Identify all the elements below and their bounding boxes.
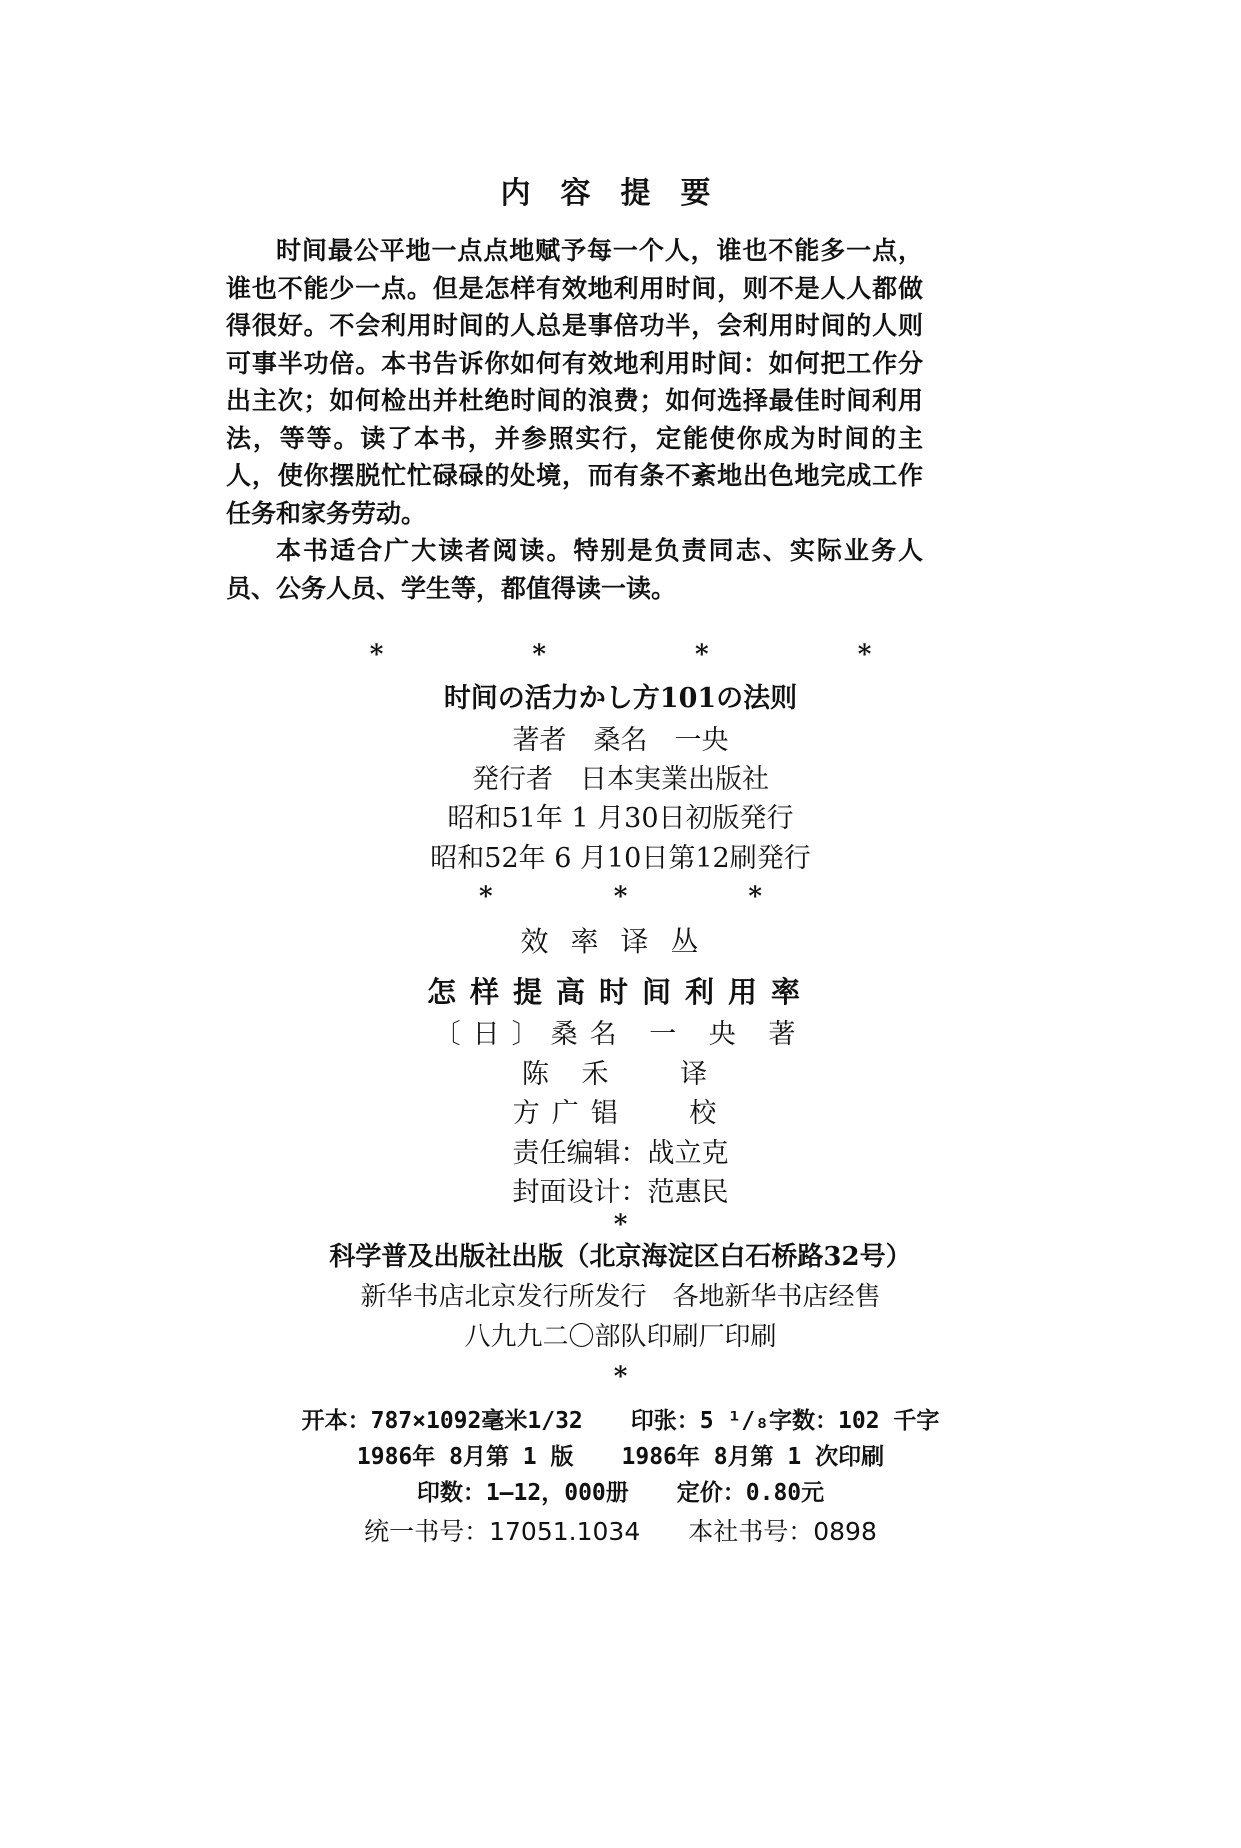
translator: 陈 禾 译	[521, 1059, 720, 1090]
series-name: 效率译丛	[520, 925, 721, 958]
distributor-line: 新华书店北京发行所发行 各地新华书店经售	[360, 1282, 881, 1312]
separator-star: *	[613, 1362, 628, 1392]
separator-star: *	[369, 640, 384, 670]
original-author: 著者 桑名 一央	[512, 725, 729, 756]
printing-text: 1986年 8月第 1 次印刷	[621, 1444, 885, 1470]
proofreader: 方广锠 校	[512, 1098, 729, 1129]
print-run-label: 印数：	[416, 1480, 486, 1506]
separator-star: *	[857, 640, 872, 670]
unified-book-number: 统一书号：17051.1034	[364, 1517, 641, 1546]
summary-paragraph-2: 本书适合广大读者阅读。特别是负责同志、实际业务人员、公务人员、学生等，都值得读一读。	[226, 536, 923, 603]
summary-paragraph-1: 时间最公平地一点点地赋予每一个人，谁也不能多一点，谁也不能少一点。但是怎样有效地利用时间，则不是人人都做得很好。不会利用时间的人总是事倍功半，会利用时间的人则可事半功倍。本书告诉你如何有效地利用时间：如何把工作分出主次；如何检出并杜绝时间的浪费；如何选择最佳时间利用法，等等。读了本书，并参照实行，定能使你成为时间的主人，使你摆脱忙忙碌碌的处境，而有条不紊地出色地完成工作任务和家务劳动。	[226, 236, 923, 528]
publisher-book-number: 本社书号：0898	[688, 1517, 877, 1546]
content-summary	[226, 232, 923, 607]
words-value: 102 千字	[838, 1408, 940, 1434]
separator-star: *	[695, 640, 709, 670]
original-twelfth-print: 昭和52年 6 月10日第12刷発行	[430, 843, 811, 874]
separator-star: *	[532, 640, 546, 670]
responsible-editor: 责任编辑：战立克	[512, 1138, 729, 1169]
format-label: 开本：	[301, 1408, 371, 1434]
print-run-value: 1—12，000册	[485, 1480, 629, 1506]
edition-line	[0, 1438, 1241, 1471]
separator-star: *	[748, 882, 762, 912]
run-price-line	[0, 1474, 1241, 1507]
cover-designer: 封面设计：范惠民	[512, 1177, 729, 1208]
separator-star: *	[479, 882, 493, 912]
separator-star: *	[613, 1210, 628, 1240]
separator-row-2	[0, 882, 1241, 912]
original-title: 时间の活力かし方101の法则	[443, 683, 798, 714]
sheets-value: 5 ¹/₈	[699, 1408, 770, 1434]
printer-line: 八九九二〇部队印刷厂印刷	[464, 1322, 777, 1352]
sheets-label: 印张：	[630, 1408, 700, 1434]
separator-row-1	[0, 640, 1241, 670]
book-title: 怎样提高时间利用率	[426, 975, 814, 1009]
book-number-line	[0, 1512, 1241, 1548]
edition-text: 1986年 8月第 1 版	[356, 1444, 574, 1470]
format-line	[0, 1402, 1241, 1435]
price-label: 定价：	[676, 1480, 746, 1506]
words-label: 字数：	[769, 1408, 839, 1434]
separator-star: *	[613, 882, 628, 912]
book-author: 〔日〕桑名 一 央 著	[433, 1019, 808, 1050]
format-value: 787×1092毫米1/32	[370, 1408, 583, 1434]
publisher-line: 科学普及出版社出版（北京海淀区白石桥路32号）	[329, 1242, 912, 1272]
original-first-edition: 昭和51年 1 月30日初版発行	[447, 803, 794, 834]
price-value: 0.80元	[745, 1480, 825, 1506]
original-publisher: 発行者 日本実業出版社	[472, 764, 769, 795]
summary-heading: 内容提要	[500, 176, 741, 211]
